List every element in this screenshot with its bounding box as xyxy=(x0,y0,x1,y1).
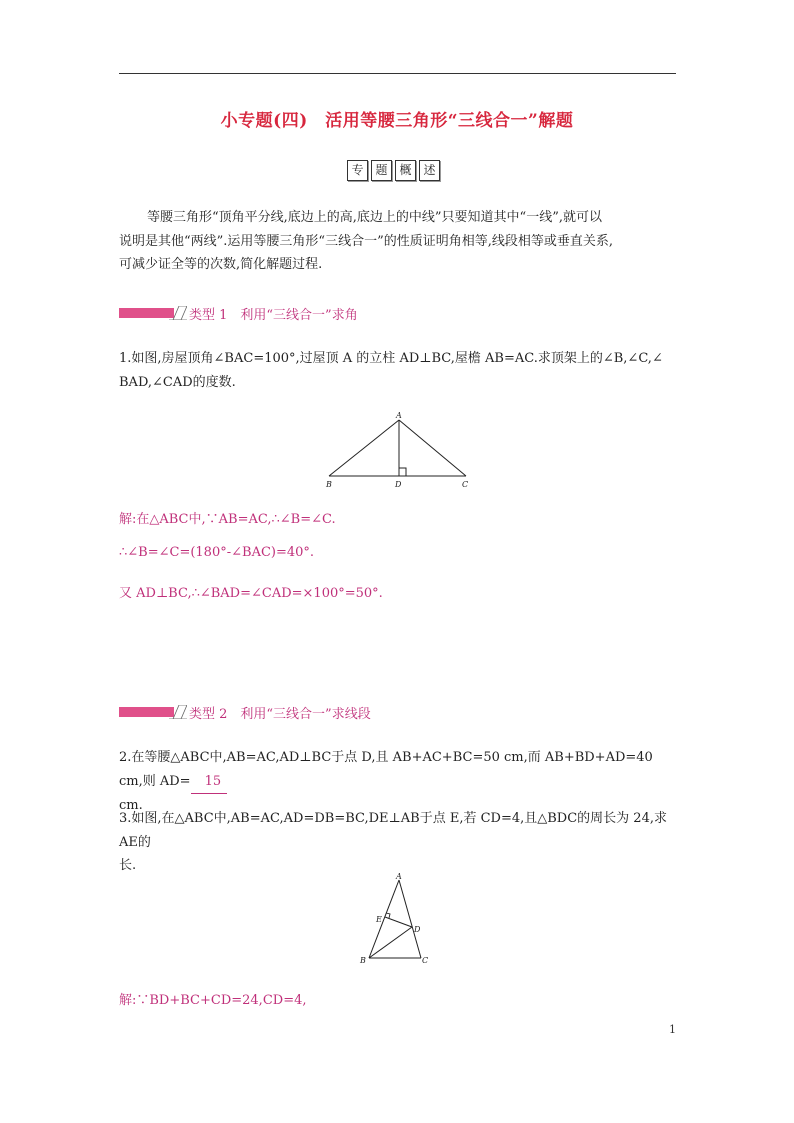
question-1 xyxy=(119,347,679,394)
fig2-label-e: E xyxy=(376,915,382,924)
figure-2-triangle xyxy=(355,872,440,967)
question-2-text: 2.在等腰△ABC中,AB=AC,AD⊥BC于点 D,且 AB+AC+BC=50 cm,而 AB+BD+AD=40 cm,则 AD= xyxy=(119,750,653,789)
fig1-label-b: B xyxy=(326,480,332,489)
type2-label: 类型 2 利用“三线合一”求线段 xyxy=(189,706,371,722)
question-3 xyxy=(119,807,679,878)
fig1-label-d: D xyxy=(395,480,402,489)
header-rule xyxy=(119,73,676,74)
overview-char: 题 xyxy=(371,160,392,181)
solution-1-line: 又 AD⊥BC,∴∠BAD=∠CAD=×100°=50°. xyxy=(119,586,383,601)
type1-label: 类型 1 利用“三线合一”求角 xyxy=(189,307,358,323)
question-1-line: BAD,∠CAD的度数. xyxy=(119,374,236,390)
overview-char: 专 xyxy=(347,160,368,181)
overview-char: 概 xyxy=(395,160,416,181)
intro-line: 可减少证全等的次数,简化解题过程. xyxy=(119,257,323,272)
solution-1-line: 解:在△ABC中,∵AB=AC,∴∠B=∠C. xyxy=(119,512,336,527)
fig2-label-c: C xyxy=(422,956,429,965)
question-3-line: 长. xyxy=(119,858,137,873)
fig1-label-c: C xyxy=(462,480,469,489)
intro-line: 等腰三角形“顶角平分线,底边上的高,底边上的中线”只要知道其中“一线”,就可以 xyxy=(147,210,602,225)
question-3-line: 3.如图,在△ABC中,AB=AC,AD=DB=BC,DE⊥AB于点 E,若 CD=4,且△BDC的周长为 24,求 AE的 xyxy=(119,811,667,850)
question-2-line: cm. xyxy=(119,798,143,813)
answer-blank: 15 xyxy=(191,770,228,795)
overview-badge xyxy=(347,160,440,181)
intro-paragraph xyxy=(119,206,679,277)
fig2-label-b: B xyxy=(360,956,366,965)
type-bar-icon xyxy=(119,306,187,320)
fig2-label-a: A xyxy=(396,872,402,881)
page-title: 小专题(四) 活用等腰三角形“三线合一”解题 xyxy=(220,111,574,131)
question-2-line xyxy=(119,746,679,794)
overview-char: 述 xyxy=(419,160,440,181)
type1-heading xyxy=(119,304,358,322)
solution-3-line: 解:∵BD+BC+CD=24,CD=4, xyxy=(119,993,307,1008)
solution-1-line: ∴∠B=∠C=(180°-∠BAC)=40°. xyxy=(119,545,315,560)
type2-heading xyxy=(119,703,371,721)
intro-line: 说明是其他“两线”.运用等腰三角形“三线合一”的性质证明角相等,线段相等或垂直关系, xyxy=(119,233,613,249)
page-number: 1 xyxy=(669,1023,676,1036)
question-1-line: 1.如图,房屋顶角∠BAC=100°,过屋顶 A 的立柱 AD⊥BC,屋檐 AB=AC.求顶架上的∠B,∠C,∠ xyxy=(119,351,663,366)
fig2-label-d: D xyxy=(414,925,421,934)
type-bar-icon xyxy=(119,705,187,719)
figure-1-triangle xyxy=(320,408,480,493)
fig1-label-a: A xyxy=(396,411,402,420)
